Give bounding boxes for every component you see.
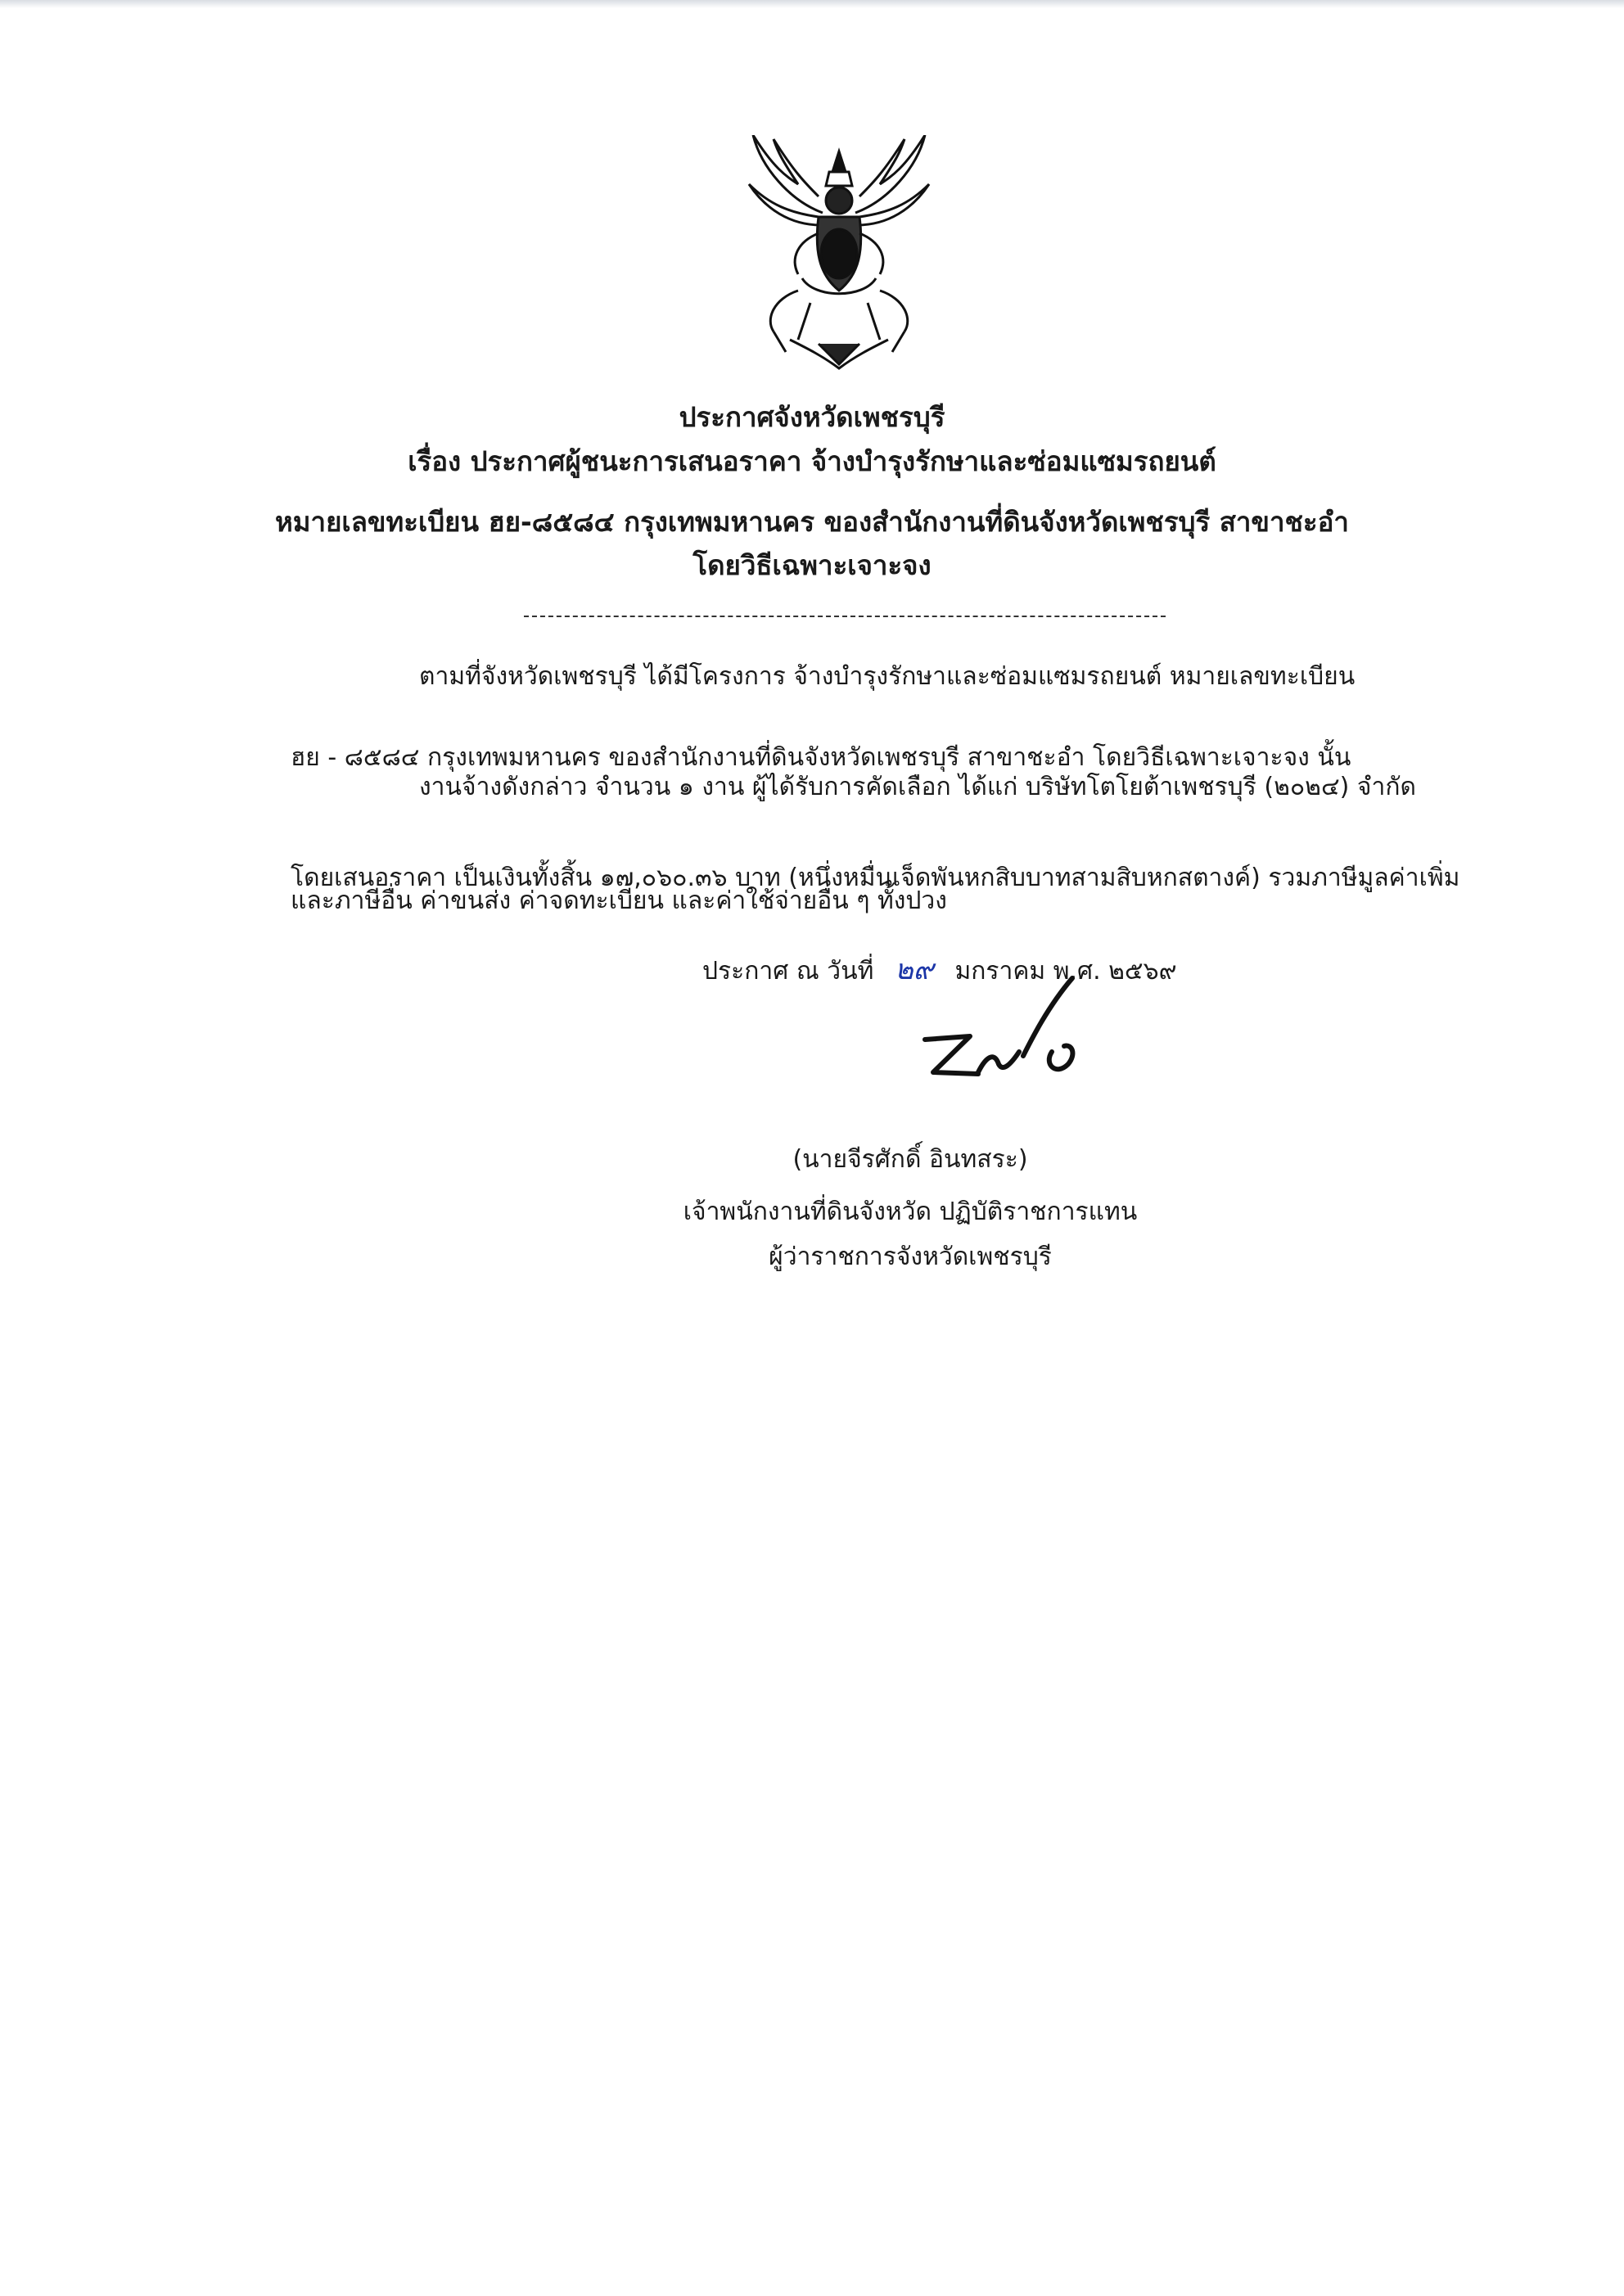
subject-line-2: หมายเลขทะเบียน ฮย-๘๕๘๔ กรุงเทพมหานคร ของสำนักงานที่ดินจังหวัดเพชรบุรี สาขาชะอำ (275, 506, 1349, 538)
garuda-emblem (741, 135, 937, 372)
subject-line-1: เรื่อง ประกาศผู้ชนะการเสนอราคา จ้างบำรุงรักษาและซ่อมแซมรถยนต์ (408, 445, 1216, 477)
paragraph-1-line-2: ฮย - ๘๕๘๔ กรุงเทพมหานคร ของสำนักงานที่ดินจังหวัดเพชรบุรี สาขาชะอำ โดยวิธีเฉพาะเจาะจง นั้น (291, 743, 1351, 772)
announcement-title: ประกาศจังหวัดเพชรบุรี (679, 401, 945, 433)
scan-top-edge (0, 0, 1624, 8)
signatory-name: (นายจีรศักดิ์ อินทสระ) (792, 1145, 1028, 1174)
paragraph-2-line-3: และภาษีอื่น ค่าขนส่ง ค่าจดทะเบียน และค่าใช้จ่ายอื่น ๆ ทั้งปวง (291, 886, 947, 915)
date-prefix: ประกาศ ณ วันที่ (702, 957, 874, 986)
signatory-position: เจ้าพนักงานที่ดินจังหวัด ปฏิบัติราชการแทน (683, 1198, 1138, 1226)
subject-line-3: โดยวิธีเฉพาะเจาะจง (692, 549, 932, 581)
date-day: ๒๙ (895, 954, 934, 986)
paragraph-1-line-1: ตามที่จังหวัดเพชรบุรี ได้มีโครงการ จ้างบำรุงรักษาและซ่อมแซมรถยนต์ หมายเลขทะเบียน (419, 662, 1356, 691)
signatory-on-behalf-of: ผู้ว่าราชการจังหวัดเพชรบุรี (769, 1243, 1052, 1271)
handwritten-signature (909, 974, 1154, 1097)
date-month-year: มกราคม พ.ศ. ๒๕๖๙ (954, 957, 1177, 986)
paragraph-2-line-1: งานจ้างดังกล่าว จำนวน ๑ งาน ผู้ได้รับการคัดเลือก ได้แก่ บริษัทโตโยต้าเพชรบุรี (๒๐๒๔) จำกัด (419, 773, 1416, 801)
paragraph-2-line-2: โดยเสนอราคา เป็นเงินทั้งสิ้น ๑๗,๐๖๐.๓๖ บาท (หนึ่งหมื่นเจ็ดพันหกสิบบาทสามสิบหกสตางค์) รวมภาษีมูลค่าเพิ่ม (291, 864, 1460, 892)
divider-line (524, 616, 1166, 617)
